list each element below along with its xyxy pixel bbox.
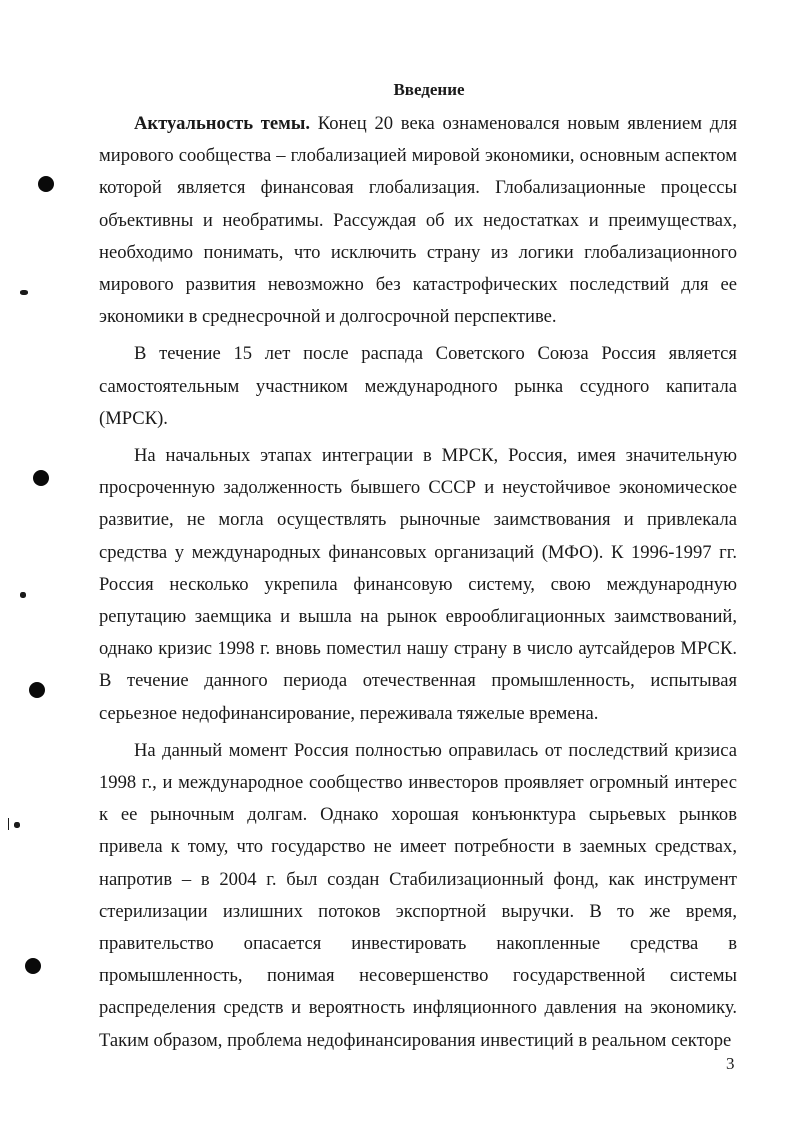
document-title: Введение [393,80,465,99]
page-number: 3 [726,1054,735,1073]
paragraph-1-text: Конец 20 века ознаменовался новым явлением для мирового сообщества – глобализацией мировой экономики, основным аспектом которой является финансовая глобализация. Глобализационные процессы объективны и необратимы. Рассуждая об их недостатках и преимуществах, необходимо понимать, что исключить страну из логики глобализационного мирового развития невозможно без катастрофических последствий для ее экономики в среднесрочной и долгосрочной перспективе. [99,113,738,328]
binder-hole-3 [29,682,45,698]
document-body [99,108,737,1057]
paragraph-4: На данный момент Россия полностью оправилась от последствий кризиса 1998 г., и международное сообщество инвесторов проявляет огромный интерес к ее рыночным долгам. Однако хорошая конъюнктура сырьевых рынков привела к тому, что государство не имеет потребности в заемных средствах, напротив – в 2004 г. был создан Стабилизационный фонд, как инструмент стерилизации излишних потоков экспортной выручки. В то же время, правительство опасается инвестировать накопленные средства в промышленность, понимая несовершенство государственной системы распределения средств и вероятность инфляционного давления на экономику. Таким образом, проблема недофинансирования инвестиций в реальном секторе [99,739,737,1051]
binder-hole-2 [33,470,49,486]
scan-speck [14,822,20,828]
scan-speck [8,818,9,830]
paragraph-3: На начальных этапах интеграции в МРСК, Россия, имея значительную просроченную задолженность бывшего СССР и неустойчивое экономическое развитие, не могла осуществлять рыночные заимствования и привлекала средства у международных финансовых организаций (МФО). К 1996-1997 гг. Россия несколько укрепила финансовую систему, свою международную репутацию заемщика и вышла на рынок еврооблигационных заимствований, однако кризис 1998 г. вновь поместил нашу страну в число аутсайдеров МРСК. В течение данного периода отечественная промышленность, испытывая серьезное недофинансирование, переживала тяжелые времена. [99,445,737,724]
binder-hole-4 [25,958,41,974]
paragraph-1-lead: Актуальность темы. [134,113,311,134]
scan-speck [20,290,28,295]
paragraph-1 [99,108,737,333]
binder-hole-1 [38,176,54,192]
scan-speck [20,592,26,598]
paragraph-2: В течение 15 лет после распада Советского Союза Россия является самостоятельным участником международного рынка ссудного капитала (МРСК). [99,343,737,429]
